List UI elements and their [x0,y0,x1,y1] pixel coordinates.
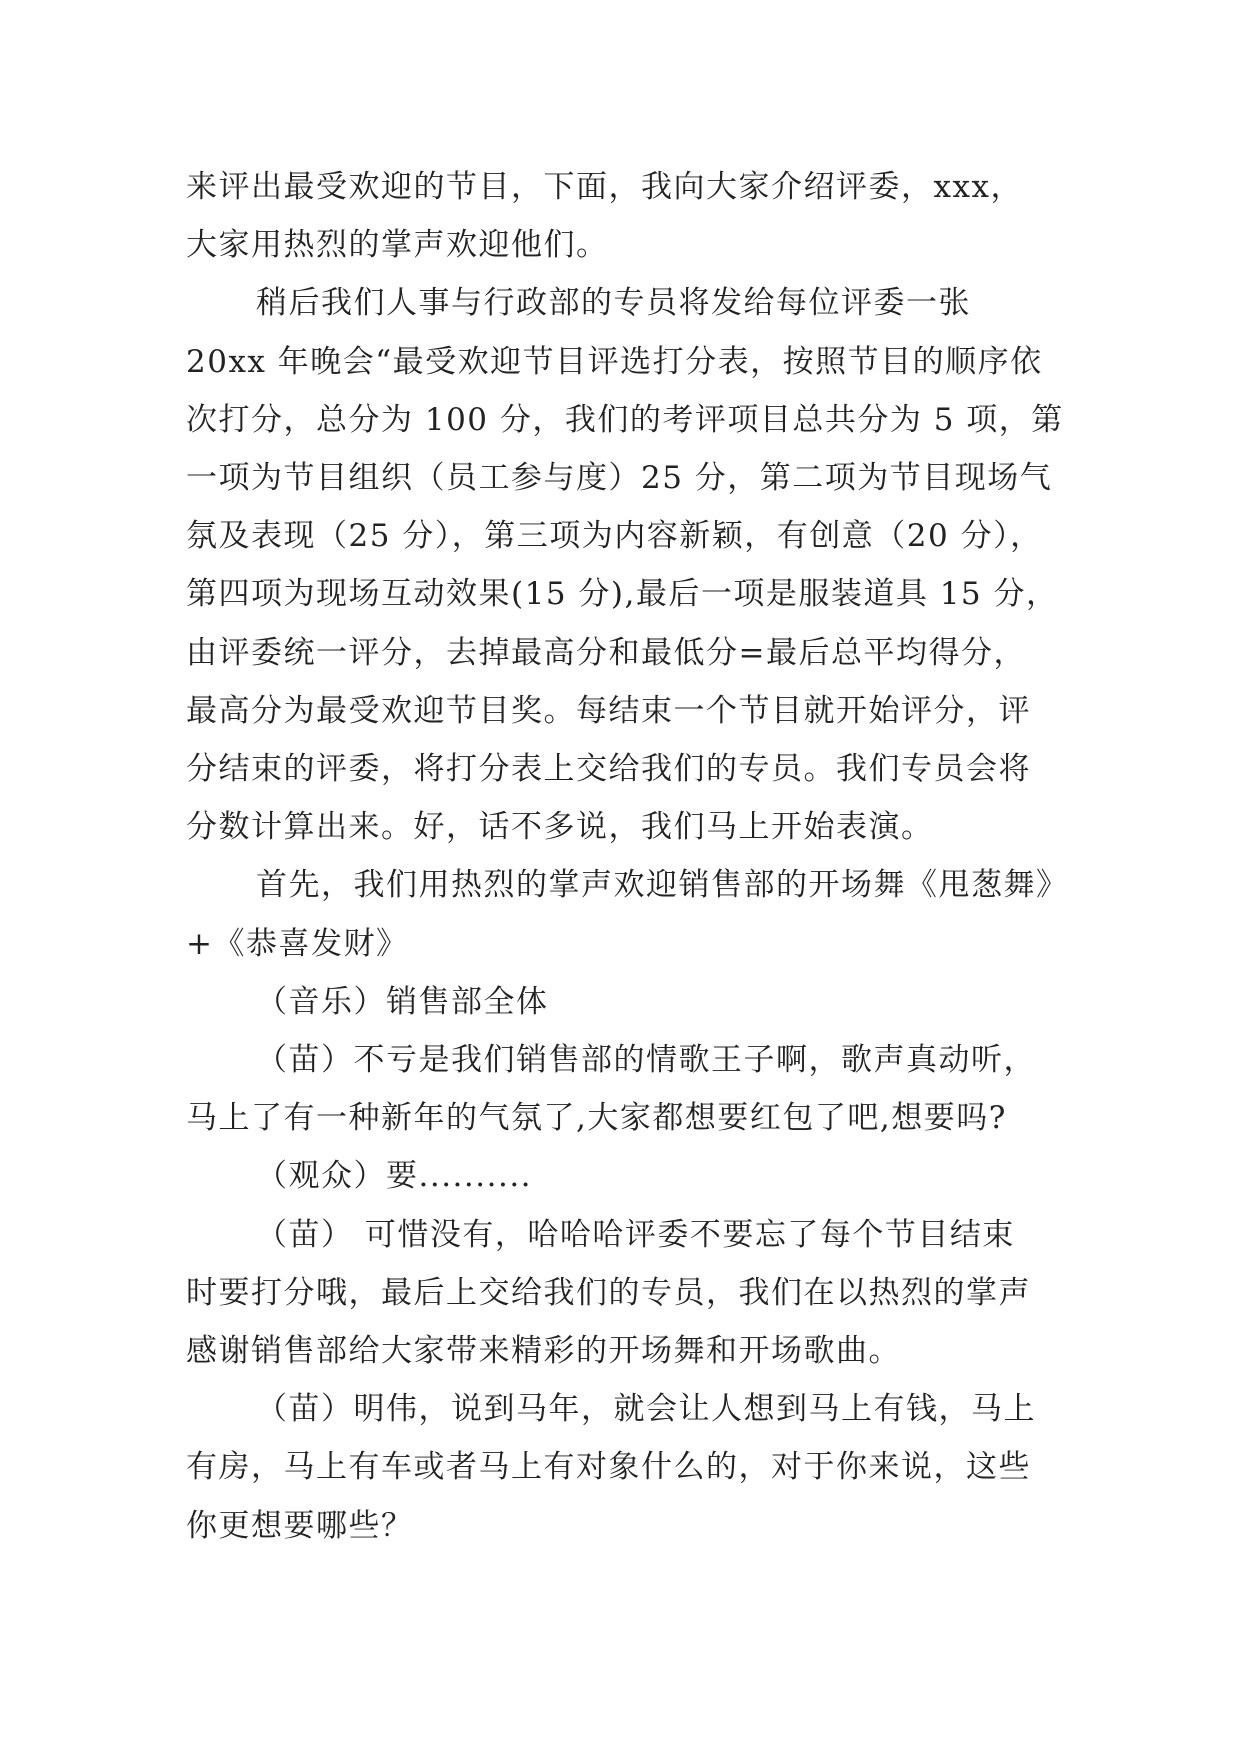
paragraph [186,856,1069,972]
paragraph [186,1147,1066,1205]
paragraph [186,274,1066,856]
text-line: （苗） 可惜没有，哈哈哈评委不要忘了每个节目结束 [256,1216,1015,1253]
text-line: 时要打分哦，最后上交给我们的专员，我们在以热烈的掌声 [186,1274,1031,1311]
text-line: （音乐）销售部全体 [256,983,549,1020]
text-line: 首先，我们用热烈的掌声欢迎销售部的开场舞《甩葱舞》 [256,867,1069,904]
text-line: 感谢销售部给大家带来精彩的开场舞和开场歌曲。 [186,1333,901,1370]
text-line: 稍后我们人事与行政部的专员将发给每位评委一张 [256,285,971,322]
text-line: 由评委统一评分，去掉最高分和最低分=最后总平均得分， [186,634,1026,671]
text-line: 分结束的评委，将打分表上交给我们的专员。我们专员会将 [186,751,1031,788]
text-line: 分数计算出来。好，话不多说，我们马上开始表演。 [186,809,934,846]
text-line: （苗）明伟，说到马年，就会让人想到马上有钱，马上 [256,1391,1036,1428]
text-line: （苗）不亏是我们销售部的情歌王子啊，歌声真动听， [256,1042,1036,1079]
text-line: 20xx 年晚会“最受欢迎节目评选打分表，按照节目的顺序依 [186,343,1043,380]
text-line: （观众）要.......... [256,1158,533,1195]
paragraph [186,158,1066,274]
text-line: 马上了有一种新年的气氛了,大家都想要红包了吧,想要吗? [186,1100,1007,1137]
text-line: 最高分为最受欢迎节目奖。每结束一个节目就开始评分，评 [186,692,1031,729]
paragraph [186,1031,1066,1147]
text-line: 一项为节目组织（员工参与度）25 分，第二项为节目现场气 [186,460,1053,497]
text-line: 氛及表现（25 分），第三项为内容新颖，有创意（20 分）， [186,518,1043,555]
document-body [186,158,1069,1555]
text-line: +《恭喜发财》 [186,925,409,962]
text-line: 有房，马上有车或者马上有对象什么的，对于你来说，这些 [186,1449,1031,1486]
text-line: 你更想要哪些？ [186,1507,414,1544]
paragraph [186,973,1066,1031]
text-line: 第四项为现场互动效果(15 分),最后一项是服装道具 15 分， [186,576,1059,613]
text-line: 次打分，总分为 100 分，我们的考评项目总共分为 5 项，第 [186,401,1064,438]
text-line: 大家用热烈的掌声欢迎他们。 [186,227,609,264]
paragraph [186,1206,1066,1381]
paragraph [186,1380,1066,1555]
text-line: 来评出最受欢迎的节目，下面，我向大家介绍评委，xxx， [186,169,1023,205]
